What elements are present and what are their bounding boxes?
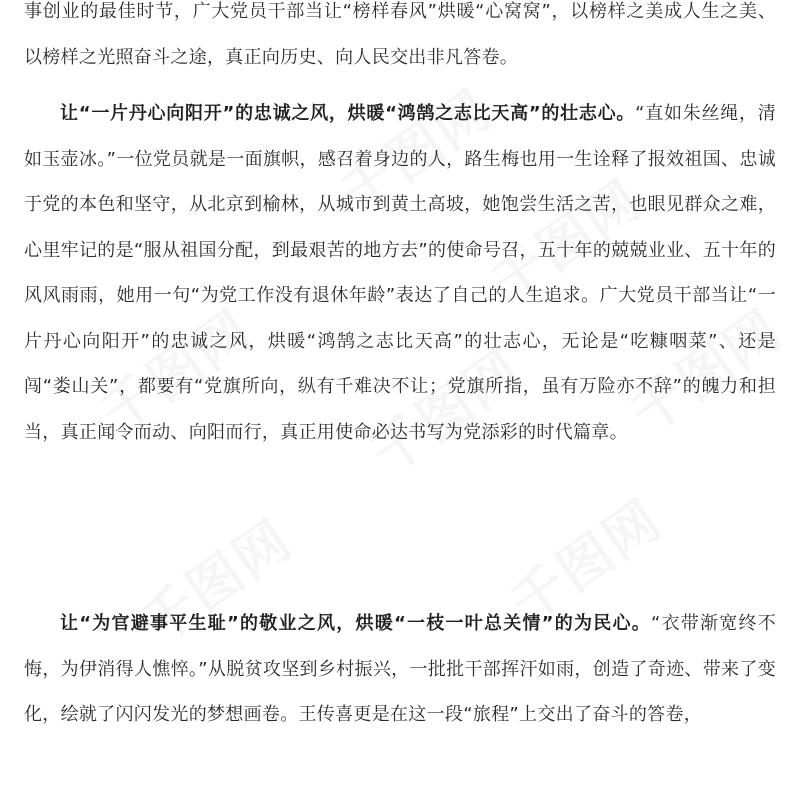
paragraph-text: 事创业的最佳时节，广大党员干部当让“榜样春风”烘暖“心窝窝”，以榜样之美成人生之美、以榜样之光照奋斗之途，真正向历史、向人民交出非凡答卷。 — [24, 1, 776, 68]
paragraph-lead-heading: 让“为官避事平生耻”的敬业之风，烘暖“一枝一叶总关情”的为民心。 — [60, 613, 651, 634]
paragraph-dedication — [24, 601, 776, 738]
paragraph-lead-heading: 让“一片丹心向阳开”的忠诚之风，烘暖“鸿鹄之志比天高”的壮志心。 — [60, 103, 636, 124]
paragraph-text: “直如朱丝绳，清如玉壶冰。”一位党员就是一面旗帜，感召着身边的人，路生梅也用一生诠释了报效祖国、忠诚于党的本色和坚守，从北京到榆林，从城市到黄土高坡，她饱尝生活之苦，也眼见群众之难，心里牢记的是“服从祖国分配，到最艰苦的地方去”的使命号召，五十年的兢兢业业、五十年的风风雨雨，她用一句“为党工作没有退休年龄”表达了自己的人生追求。广大党员干部当让“一片丹心向阳开”的忠诚之风，烘暖“鸿鹄之志比天高”的壮志心，无论是“吃糠咽菜”、还是闯“娄山关”，都要有“党旗所向，纵有千难决不让；党旗所指，虽有万险亦不辞”的魄力和担当，真正闻令而动、向阳而行，真正用使命必达书写为党添彩的时代篇章。 — [24, 103, 776, 443]
paragraph-intro — [24, 0, 776, 80]
paragraph-loyalty — [24, 91, 776, 455]
paragraph-text: “衣带渐宽终不悔，为伊消得人憔悴。”从脱贫攻坚到乡村振兴，一批批干部挥汗如雨，创造了奇迹、带来了变化，绘就了闪闪发光的梦想画卷。王传喜更是在这一段“旅程”上交出了奋斗的答卷， — [24, 613, 776, 725]
